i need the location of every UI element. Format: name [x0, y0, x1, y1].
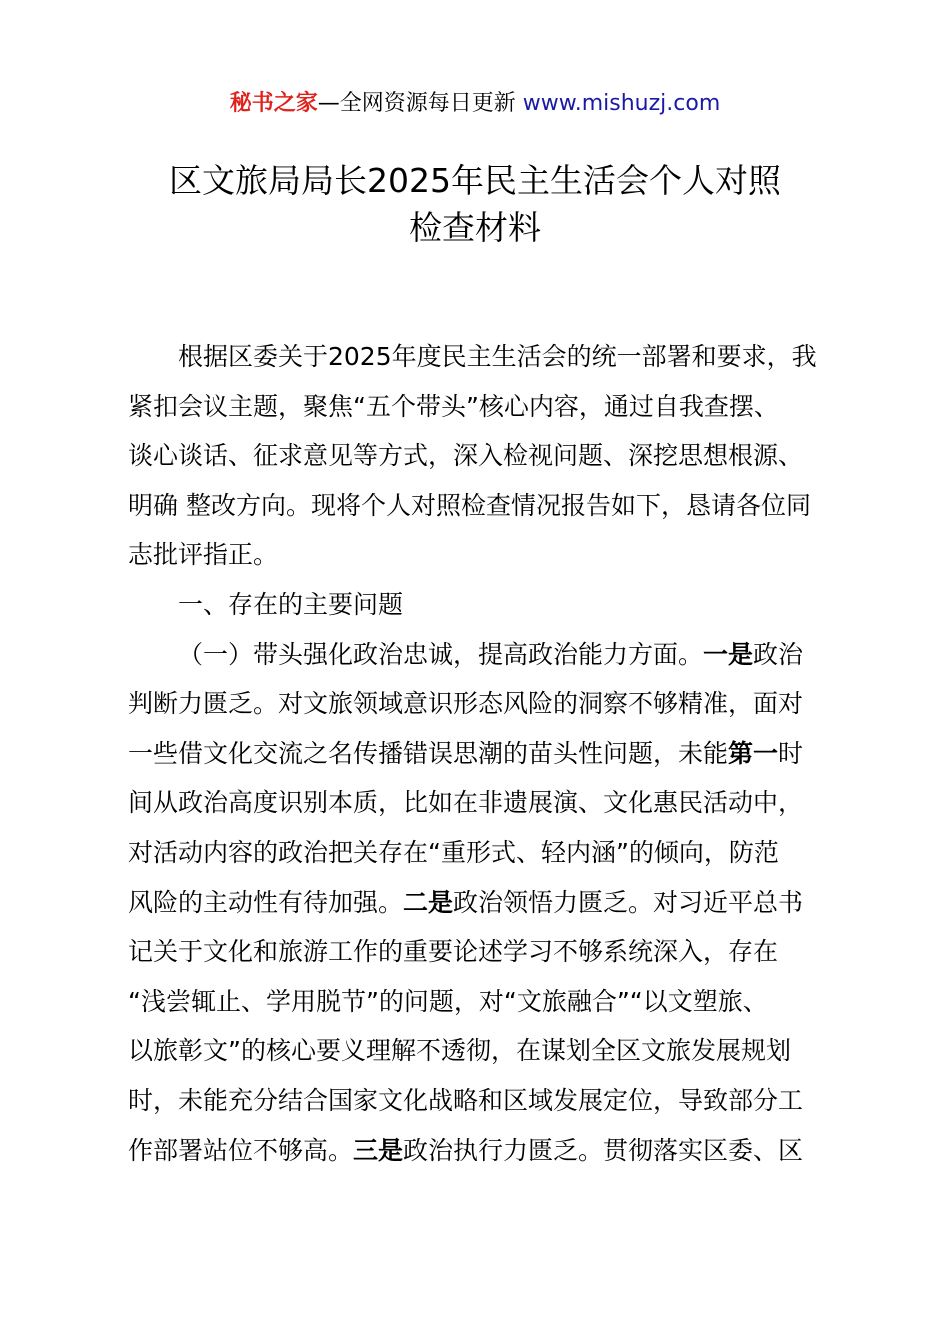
paragraph-2-line [128, 729, 848, 779]
paragraph-2-line [128, 630, 848, 680]
text-span: 风险的主动性有待加强。 [128, 887, 404, 917]
paragraph-1-line: 根据区委关于2025年度民主生活会的统一部署和要求，我 [178, 342, 817, 371]
paragraph-2-line [128, 878, 848, 928]
text-span: （一）带头强化政治忠诚，提高政治能力方面。 [178, 639, 704, 669]
text-span: 作部署站位不够高。 [128, 1135, 354, 1165]
title-line-1: 区文旅局局长2025年民主生活会个人对照 [169, 161, 781, 200]
paragraph-1-line: 谈心谈话、征求意见等方式，深入检视问题、深挖思想根源、 [128, 441, 804, 471]
document-body [128, 332, 848, 1175]
banner-slogan: —全网资源每日更新 [317, 91, 523, 116]
paragraph-1-line: 志批评指正。 [128, 540, 279, 570]
bold-text: 一是 [703, 639, 754, 669]
section-heading: 一、存在的主要问题 [178, 589, 404, 619]
text-span: 时 [778, 738, 804, 768]
banner-url-link[interactable]: www.mishuzj.com [522, 91, 721, 116]
text-span: 政治 [753, 639, 804, 669]
bold-text: 第一 [728, 738, 779, 768]
text-span: 政治领悟力匮乏。对习近平总书 [453, 887, 804, 917]
document-title [60, 157, 890, 251]
bold-text: 三是 [353, 1135, 404, 1165]
paragraph-1-line: 明确 整改方向。现将个人对照检查情况报告如下，恳请各位同 [128, 490, 811, 520]
paragraph-2-line: 判断力匮乏。对文旅领域意识形态风险的洞察不够精准，面对 [128, 689, 804, 719]
banner-brand: 秘书之家 [229, 91, 318, 116]
bold-text: 二是 [403, 887, 454, 917]
paragraph-2-line: 对活动内容的政治把关存在“重形式、轻内涵”的倾向，防范 [128, 837, 779, 867]
site-banner [0, 88, 950, 120]
title-line-2: 检查材料 [409, 208, 541, 247]
paragraph-2-line: 时，未能充分结合国家文化战略和区域发展定位，导致部分工 [128, 1085, 804, 1115]
paragraph-1-line: 紧扣会议主题，聚焦“五个带头”核心内容，通过自我查摆、 [128, 391, 779, 421]
text-span: 一些借文化交流之名传播错误思潮的苗头性问题，未能 [128, 738, 729, 768]
text-span: 政治执行力匮乏。贯彻落实区委、区 [403, 1135, 804, 1165]
paragraph-2-line: 记关于文化和旅游工作的重要论述学习不够系统深入，存在 [128, 937, 779, 967]
paragraph-2-line: 间从政治高度识别本质，比如在非遗展演、文化惠民活动中， [128, 788, 804, 818]
paragraph-2-line: “浅尝辄止、学用脱节”的问题，对“文旅融合”“以文塑旅、 [128, 986, 768, 1016]
paragraph-2-line: 以旅彰文”的核心要义理解不透彻，在谋划全区文旅发展规划 [128, 1036, 791, 1066]
paragraph-2-line [128, 1126, 848, 1176]
